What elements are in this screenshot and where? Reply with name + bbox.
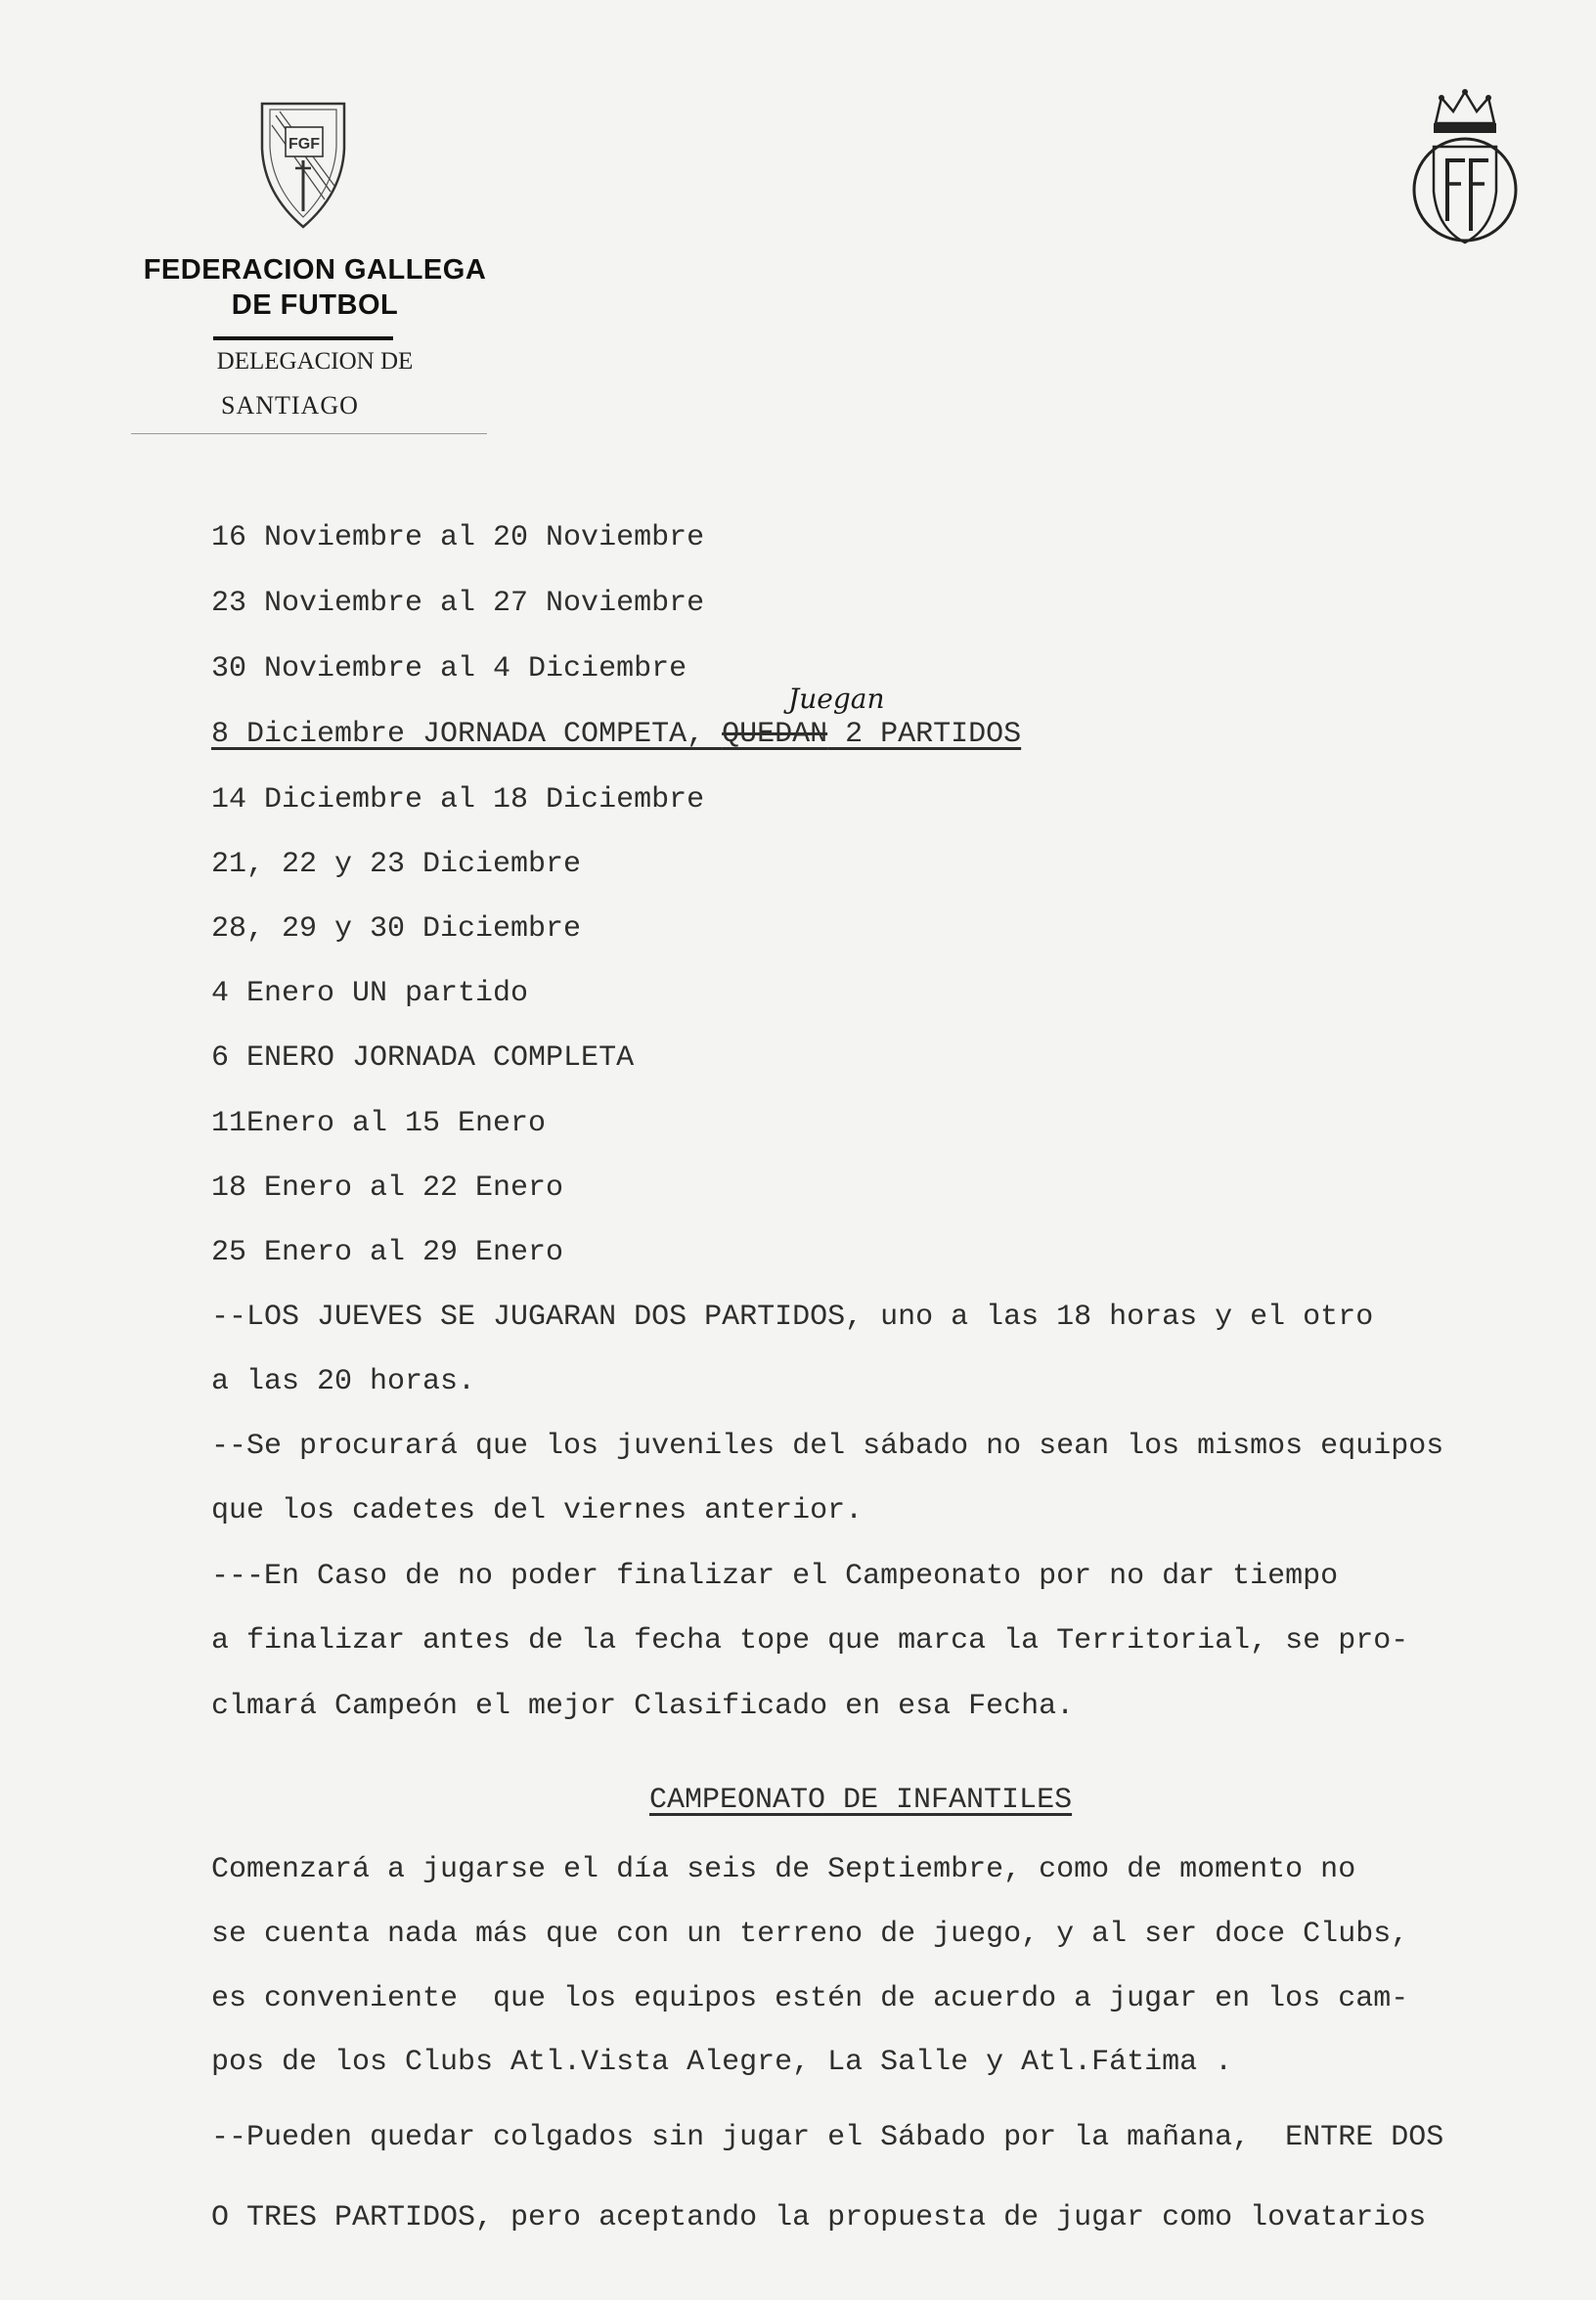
note-line: a finalizar antes de la fecha tope que marca la Territorial, se pro- [211, 1624, 1409, 1658]
note-line: que los cadetes del viernes anterior. [211, 1494, 864, 1527]
schedule-line: 6 ENERO JORNADA COMPLETA [211, 1041, 635, 1075]
struck-word: QUEDAN [722, 718, 828, 751]
svg-text:FGF: FGF [288, 136, 320, 153]
schedule-line: 14 Diciembre al 18 Diciembre [211, 783, 705, 817]
org-name [90, 252, 540, 323]
delegacion-label: DELEGACION DE [216, 348, 414, 375]
delegacion-city: SANTIAGO [221, 391, 359, 420]
infantiles-line: Comenzará a jugarse el día seis de Septiembre, como de momento no [211, 1853, 1356, 1886]
schedule-line: 25 Enero al 29 Enero [211, 1236, 564, 1269]
section-heading-infantiles: CAMPEONATO DE INFANTILES [649, 1784, 1073, 1817]
infantiles-line: se cuenta nada más que con un terreno de juego, y al ser doce Clubs, [211, 1918, 1409, 1951]
org-name-rule [213, 336, 393, 340]
infantiles-line: es conveniente que los equipos estén de acuerdo a jugar en los cam- [211, 1982, 1409, 2015]
schedule-line: 30 Noviembre al 4 Diciembre [211, 652, 687, 686]
org-name-line2: DE FUTBOL [231, 289, 399, 321]
crowned-ff-emblem-icon [1406, 84, 1524, 250]
schedule-line: 18 Enero al 22 Enero [211, 1172, 564, 1205]
org-name-line1: FEDERACION GALLEGA [143, 254, 487, 286]
note-line: a las 20 horas. [211, 1365, 476, 1398]
note-line: --Se procurará que los juveniles del sábado no sean los mismos equipos [211, 1430, 1444, 1463]
schedule-line: 11Enero al 15 Enero [211, 1107, 547, 1140]
jornada-text: 8 Diciembre JORNADA COMPETA, [211, 718, 723, 751]
handwritten-correction: Juegan [788, 683, 885, 715]
infantiles-line: O TRES PARTIDOS, pero aceptando la propuesta de jugar como lovatarios [211, 2201, 1427, 2234]
note-line: clmará Campeón el mejor Clasificado en esa Fecha. [211, 1690, 1075, 1723]
schedule-line: 4 Enero UN partido [211, 977, 529, 1010]
infantiles-line: pos de los Clubs Atl.Vista Alegre, La Salle y Atl.Fátima . [211, 2046, 1233, 2079]
infantiles-line: --Pueden quedar colgados sin jugar el Sábado por la mañana, ENTRE DOS [211, 2121, 1444, 2154]
note-line: ---En Caso de no poder finalizar el Campeonato por no dar tiempo [211, 1560, 1339, 1593]
fgf-shield-icon [256, 98, 350, 231]
schedule-line: 23 Noviembre al 27 Noviembre [211, 587, 705, 620]
schedule-line: 16 Noviembre al 20 Noviembre [211, 521, 705, 554]
jornada-tail: 2 PARTIDOS [827, 718, 1022, 751]
schedule-line: 28, 29 y 30 Diciembre [211, 912, 582, 946]
header-divider [131, 433, 487, 434]
schedule-line-jornada [211, 717, 1021, 752]
schedule-line: 21, 22 y 23 Diciembre [211, 848, 582, 881]
note-line: --LOS JUEVES SE JUGARAN DOS PARTIDOS, uno a las 18 horas y el otro [211, 1301, 1374, 1334]
